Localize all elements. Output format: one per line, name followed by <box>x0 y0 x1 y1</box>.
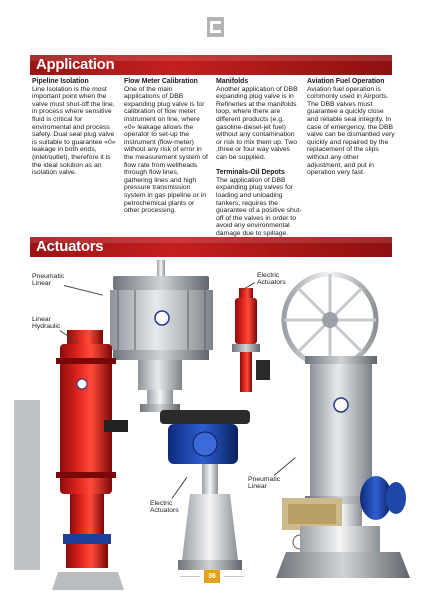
column-flow-meter <box>124 78 208 215</box>
page-number-rule <box>180 576 200 577</box>
pneumatic-linear-actuator-top <box>110 260 213 412</box>
column-aviation-fuel <box>307 78 395 177</box>
label-electric-actuators-top: Electric Actuators <box>257 272 286 287</box>
actuators-section-bar <box>30 237 392 257</box>
linear-hydraulic-actuator <box>52 330 128 590</box>
column-heading: Flow Meter Calibration <box>124 78 198 85</box>
column-body: The application of DBB expanding plug valves for loading and unloading tankers, requires the guarantee of a positive shut-off of the valves in order to avoid any environmental damage due to spillage. <box>216 176 302 237</box>
pneumatic-linear-actuator-bottom <box>276 356 410 578</box>
actuators-title: Actuators <box>36 238 104 255</box>
column-manifolds <box>216 78 302 237</box>
company-logo <box>207 17 224 37</box>
grey-backdrop <box>14 400 40 570</box>
label-pneumatic-linear-top: Pneumatic Linear <box>32 273 65 288</box>
application-title: Application <box>36 56 115 73</box>
column-body: Another application of DBB expanding plug valve is in Refineries at the manifolds loop, where there are different products (e.g. gasoline-diesel-jet fuel) without any contamination or risk to mix them up. Two ,three or four way valves can be supplied. <box>216 85 298 161</box>
column-heading: Manifolds <box>216 78 249 85</box>
column-heading: Aviation Fuel Operation <box>307 78 385 85</box>
actuators-photo <box>0 260 424 600</box>
column-heading: Terminals-Oil Depots <box>216 169 285 177</box>
label-linear-hydraulic: Linear Hydraulic <box>32 316 61 331</box>
column-pipeline-isolation <box>32 78 118 177</box>
page-number-rule <box>224 576 244 577</box>
application-section-bar <box>30 55 392 75</box>
page-number: 36 <box>204 570 220 583</box>
column-body: One of the main applications of DBB expanding plug valve is for calibration of flow meter instrument on line, where «0» leakage allows the operator to set-up the instrument (flow-meter) without any risk of error in the measurement system of flow rate from wellheads through flow lines, gathering lines and high pressure transmission system in gas pipeline or in petrochemical plants or other processing. <box>124 85 208 215</box>
label-electric-actuators-bottom: Electric Actuators <box>150 500 179 515</box>
column-body: Line Isolation is the most important point when the valve must shut-off the line, in process where sensitive fluid is critical for enviromental and process safety. Dual seal plug valve is suitable to guarantee «0» leakage in both ends, (inlet/outlet), therefore it is the ideal solution as an isolation valve. <box>32 85 116 177</box>
column-heading: Pipeline Isolation <box>32 78 89 85</box>
column-body: Aviation fuel operation is commonly used in Airports. The DBB valves must guarantee a quickly close and reliable seal integrity. In case of emergency, the DBB valve can be dismantled very quickly and repaired by the replacement of the slips without any other adjustment, and put in operation very fast. <box>307 85 395 177</box>
electric-actuator-bottom <box>160 410 250 570</box>
label-pneumatic-linear-bottom: Pneumatic Linear <box>248 476 281 491</box>
